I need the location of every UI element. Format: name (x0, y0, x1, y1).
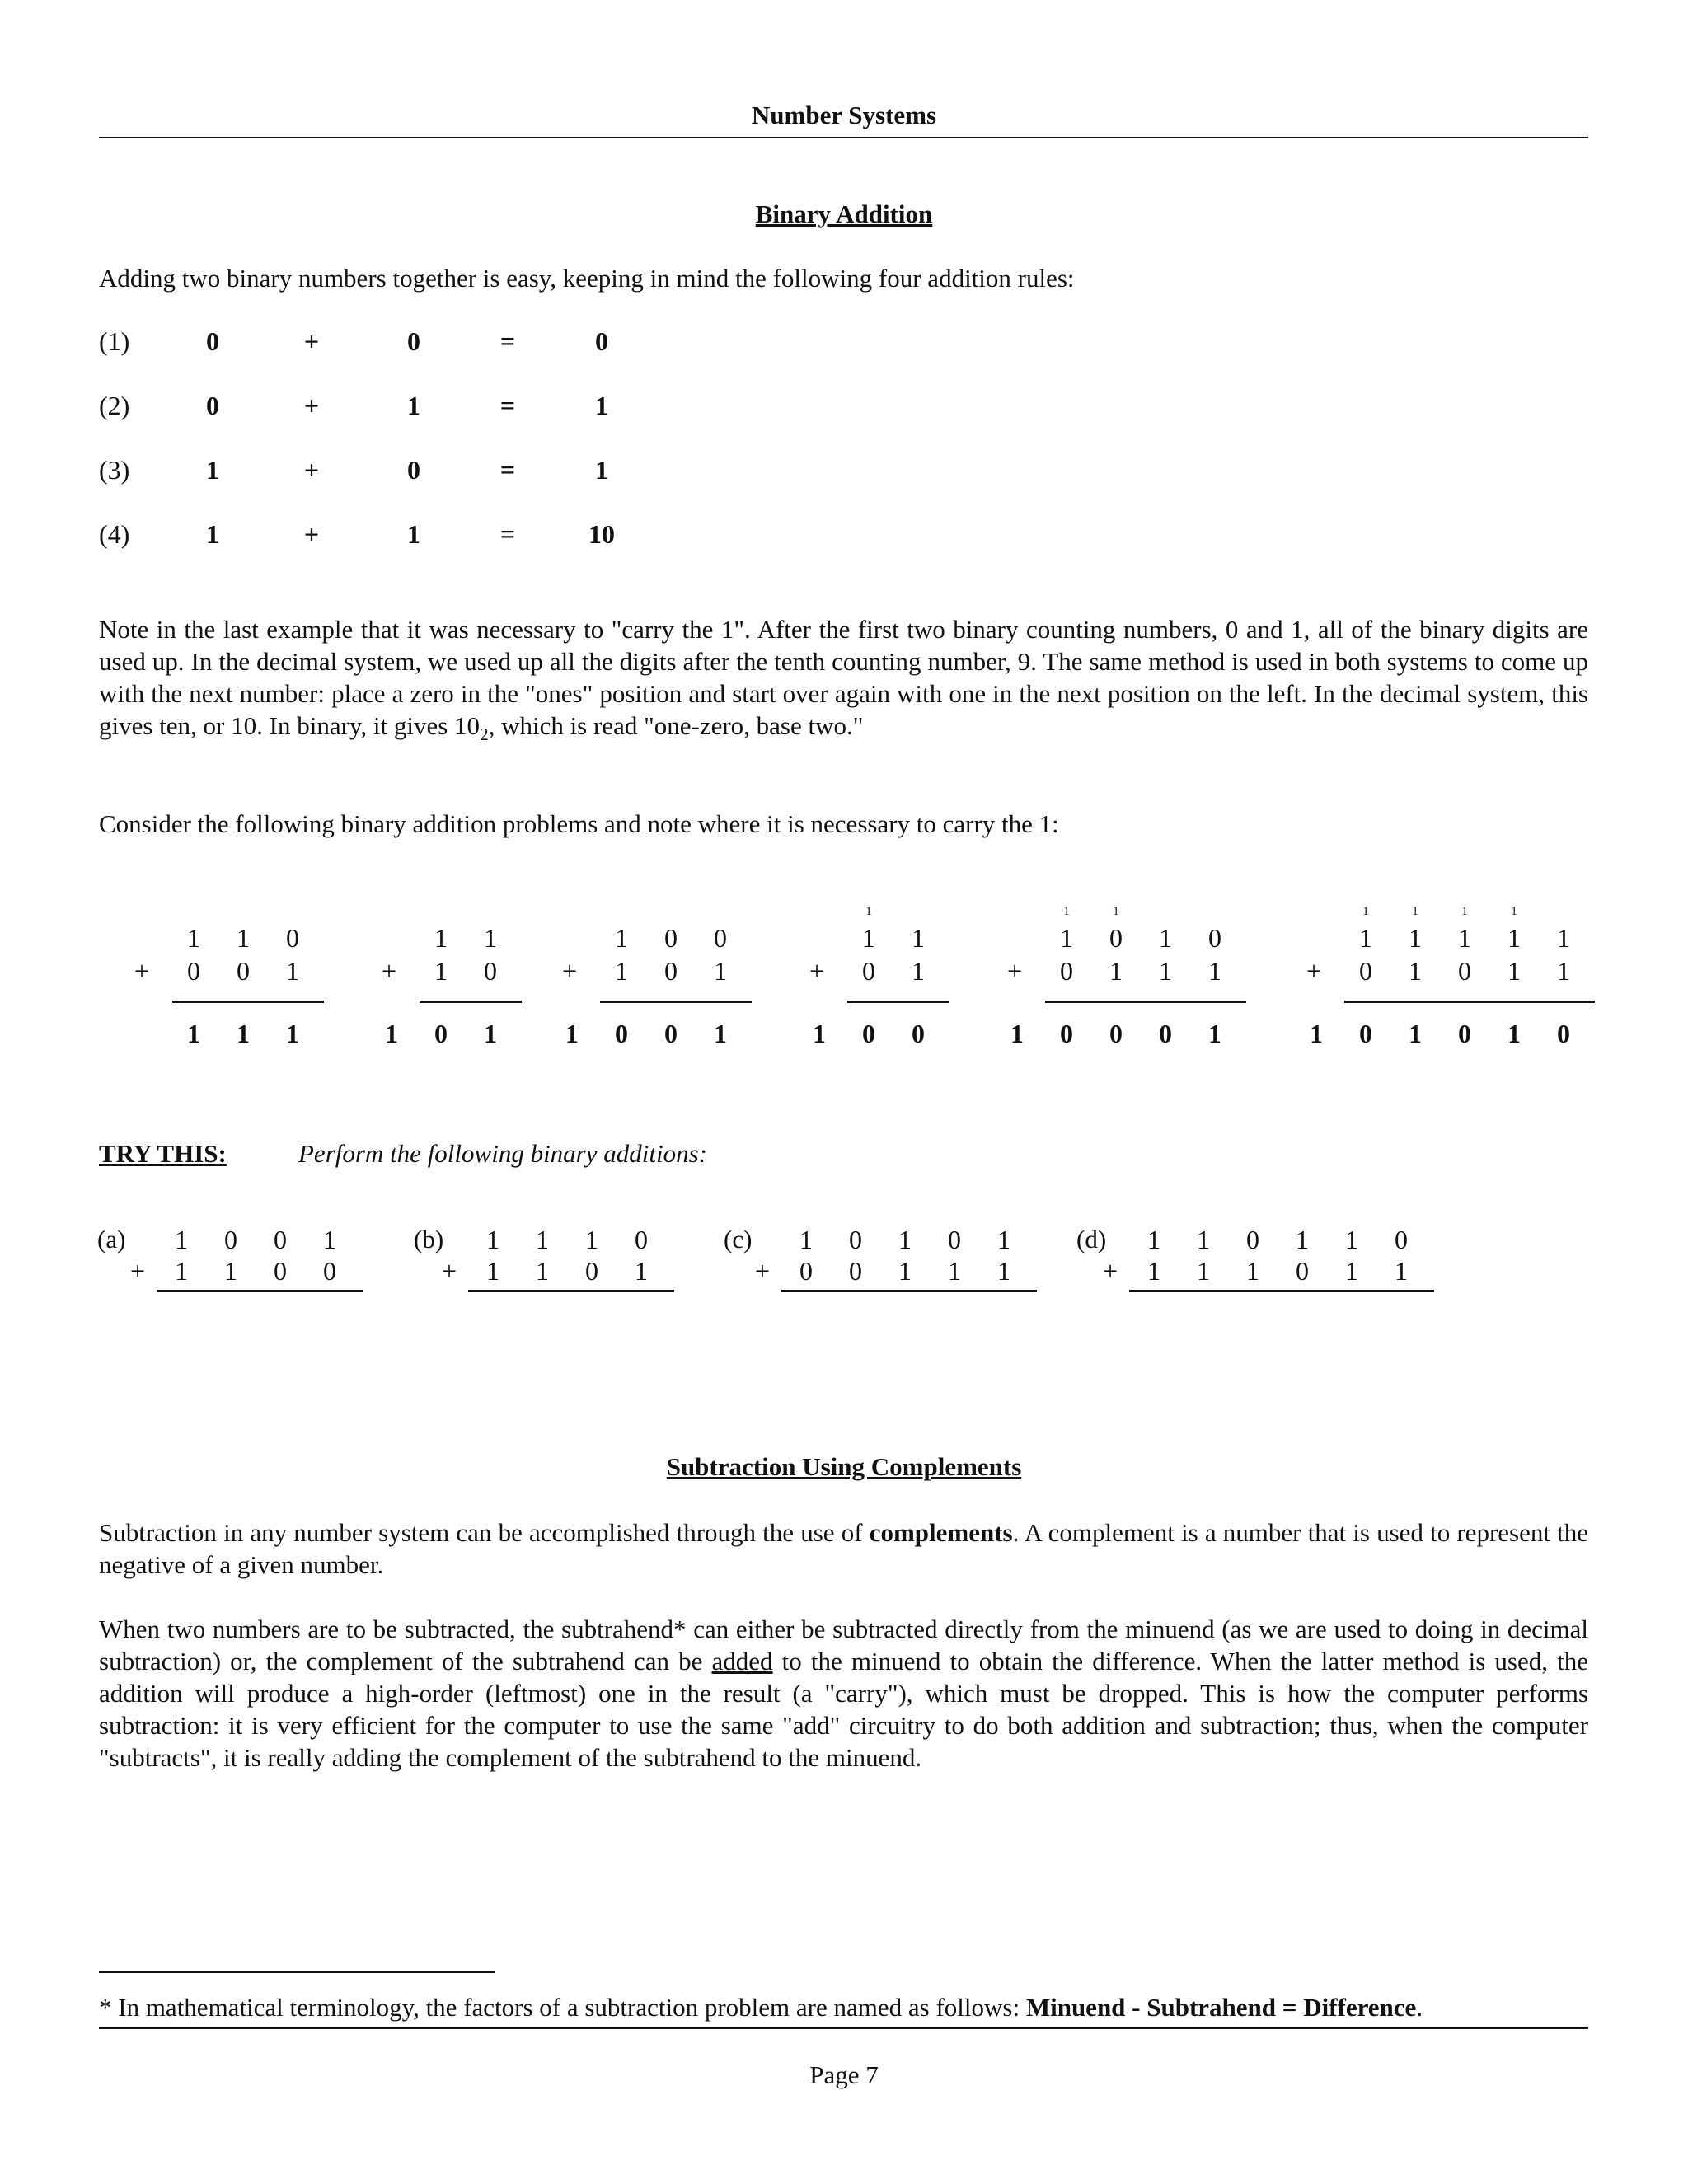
exercise-2-top-digit: 0 (635, 1225, 648, 1254)
rule-2-r: 1 (595, 391, 608, 420)
exercise-1-bottom-digit: 1 (175, 1256, 188, 1286)
exercise-2-plus-sign: + (442, 1256, 457, 1286)
problem-1-sum-line (172, 1001, 324, 1003)
problem-5-bottom-digit: 0 (1060, 956, 1073, 986)
rule-3-op: + (303, 455, 320, 485)
exercise-3-plus-sign: + (755, 1256, 771, 1286)
problem-2-plus-sign: + (382, 956, 397, 986)
problem-3-top-digit: 0 (714, 923, 727, 953)
exercise-1-bottom-digit: 0 (323, 1256, 336, 1286)
rule-1-op: + (303, 326, 320, 356)
problem-6-result-digit: 1 (1409, 1019, 1422, 1048)
problem-4-result-digit: 0 (912, 1019, 925, 1048)
exercise-3-sum-line (781, 1290, 1037, 1292)
problem-3-result-digit: 1 (565, 1019, 579, 1048)
binary-addition-intro: Adding two binary numbers together is easy, keeping in mind the following four addition rules: (99, 264, 1075, 293)
problem-3-bottom-digit: 1 (714, 956, 727, 986)
complements-p2 (99, 1613, 1588, 1774)
footnote-text: * In mathematical terminology, the factors of a subtraction problem are named as follows: (99, 1993, 1026, 2022)
exercise-1-top-digit: 0 (224, 1225, 237, 1254)
problem-3-plus-sign: + (562, 956, 578, 986)
problem-6-carry-digit: 1 (1511, 905, 1517, 918)
exercise-4-plus-sign: + (1103, 1256, 1118, 1286)
exercise-1-sum-line (157, 1290, 363, 1292)
problem-2-result-digit: 1 (484, 1019, 497, 1048)
problem-5-bottom-digit: 1 (1208, 956, 1221, 986)
problem-1-top-digit: 1 (237, 923, 250, 953)
rule-2-b: 1 (407, 391, 420, 420)
exercise-2-label: (b) (414, 1225, 444, 1254)
exercise-1-bottom-digit: 1 (224, 1256, 237, 1286)
problem-5-plus-sign: + (1007, 956, 1023, 986)
problem-5-result-digit: 1 (1208, 1019, 1221, 1048)
problem-1-result-digit: 1 (237, 1019, 250, 1048)
problem-4-carry-digit: 1 (865, 905, 872, 918)
exercise-4-top-digit: 0 (1395, 1225, 1408, 1254)
exercise-3-bottom-digit: 1 (997, 1256, 1010, 1286)
problem-6-result-digit: 0 (1458, 1019, 1471, 1048)
problem-2-top-digit: 1 (434, 923, 448, 953)
problem-1-result-digit: 1 (286, 1019, 299, 1048)
footnote-end: . (1416, 1993, 1423, 2022)
footnote-formula: Minuend - Subtrahend = Difference (1025, 1993, 1417, 2022)
problem-5-top-digit: 1 (1060, 923, 1073, 953)
problem-6-carry-digit: 1 (1362, 905, 1369, 918)
exercise-1-top-digit: 1 (323, 1225, 336, 1254)
problem-6-bottom-digit: 1 (1507, 956, 1521, 986)
exercise-3-bottom-digit: 1 (948, 1256, 961, 1286)
exercise-3-bottom-digit: 0 (799, 1256, 813, 1286)
exercise-2-bottom-digit: 1 (486, 1256, 499, 1286)
problem-4-result-digit: 0 (862, 1019, 875, 1048)
complements-term: complements (869, 1518, 1013, 1547)
complements-title: Subtraction Using Complements (666, 1452, 1022, 1481)
carry-note (99, 613, 1588, 751)
problem-6-bottom-digit: 0 (1458, 956, 1471, 986)
rule-3-a: 1 (206, 455, 219, 485)
rule-1-r: 0 (595, 326, 608, 356)
rule-2-op: + (303, 391, 320, 420)
rule-3-r: 1 (595, 455, 608, 485)
problem-5-top-digit: 0 (1208, 923, 1221, 953)
rule-4-eq: = (499, 519, 516, 549)
exercise-3-bottom-digit: 1 (898, 1256, 912, 1286)
exercise-1-label: (a) (97, 1225, 126, 1254)
rule-4-num: (4) (99, 519, 130, 549)
complements-p1-text: Subtraction in any number system can be accomplished through the use of (99, 1518, 870, 1547)
problem-5-carry-digit: 1 (1063, 905, 1070, 918)
problem-4-top-digit: 1 (912, 923, 925, 953)
problem-6-carry-digit: 1 (1412, 905, 1418, 918)
rule-2-num: (2) (99, 391, 130, 420)
problem-2-bottom-digit: 1 (434, 956, 448, 986)
problem-6-result-digit: 0 (1359, 1019, 1372, 1048)
exercise-4-bottom-digit: 1 (1197, 1256, 1210, 1286)
problem-5-carry-digit: 1 (1113, 905, 1119, 918)
problem-1-bottom-digit: 0 (237, 956, 250, 986)
problem-1-top-digit: 1 (187, 923, 200, 953)
exercise-4-bottom-digit: 1 (1246, 1256, 1259, 1286)
exercise-3-top-digit: 0 (948, 1225, 961, 1254)
problem-3-top-digit: 0 (664, 923, 678, 953)
problem-1-result-digit: 1 (187, 1019, 200, 1048)
carry-note-end: , which is read "one-zero, base two." (488, 711, 864, 740)
base-subscript: 2 (480, 724, 489, 745)
problem-6-top-digit: 1 (1507, 923, 1521, 953)
exercise-1-top-digit: 0 (274, 1225, 287, 1254)
exercise-2-top-digit: 1 (585, 1225, 598, 1254)
exercise-4-bottom-digit: 1 (1345, 1256, 1358, 1286)
problem-4-plus-sign: + (809, 956, 825, 986)
problem-6-top-digit: 1 (1409, 923, 1422, 953)
complements-p2-text: When two numbers are to be subtracted, the subtrahend* can either be subtracted directly from the minuend (as we are used to doing in decimal subtraction) or, the complement of the subtrahend can be (99, 1615, 1588, 1675)
page-number: Page 7 (809, 2060, 879, 2089)
exercise-2-bottom-digit: 0 (585, 1256, 598, 1286)
problem-2-result-digit: 1 (385, 1019, 398, 1048)
problem-1-bottom-digit: 0 (187, 956, 200, 986)
problem-3-result-digit: 0 (664, 1019, 678, 1048)
problem-5-bottom-digit: 1 (1159, 956, 1172, 986)
try-this-label: TRY THIS: (99, 1139, 227, 1168)
exercise-4-top-digit: 1 (1197, 1225, 1210, 1254)
problem-5-result-digit: 0 (1159, 1019, 1172, 1048)
problem-6-sum-line (1344, 1001, 1595, 1003)
problem-6-top-digit: 1 (1458, 923, 1471, 953)
exercise-4-label: (d) (1076, 1225, 1107, 1254)
rule-4-b: 1 (407, 519, 420, 549)
exercise-2-bottom-digit: 1 (635, 1256, 648, 1286)
footnote-rule (99, 1971, 495, 1973)
complements-p1 (99, 1516, 1588, 1581)
problem-4-sum-line (847, 1001, 950, 1003)
problem-5-sum-line (1045, 1001, 1246, 1003)
problem-4-result-digit: 1 (813, 1019, 826, 1048)
exercise-4-top-digit: 1 (1147, 1225, 1160, 1254)
problem-6-bottom-digit: 1 (1557, 956, 1570, 986)
problem-3-top-digit: 1 (615, 923, 628, 953)
rule-1-eq: = (499, 326, 516, 356)
problem-1-plus-sign: + (134, 956, 150, 986)
consider-text: Consider the following binary addition problems and note where it is necessary to carry the 1: (99, 809, 1059, 838)
problem-6-result-digit: 0 (1557, 1019, 1570, 1048)
problem-5-top-digit: 1 (1159, 923, 1172, 953)
problem-2-top-digit: 1 (484, 923, 497, 953)
rule-4-r: 10 (588, 519, 615, 549)
problem-2-sum-line (420, 1001, 522, 1003)
rule-3-num: (3) (99, 455, 130, 485)
problem-1-bottom-digit: 1 (286, 956, 299, 986)
problem-6-top-digit: 1 (1557, 923, 1570, 953)
problem-5-result-digit: 0 (1109, 1019, 1123, 1048)
problem-6-carry-digit: 1 (1461, 905, 1468, 918)
exercise-4-bottom-digit: 0 (1296, 1256, 1309, 1286)
exercise-2-top-digit: 1 (536, 1225, 549, 1254)
complements-p1-end: . A complement is a number that is used to represent the negative of a given number. (99, 1518, 1588, 1579)
try-this-instruction: Perform the following binary additions: (298, 1139, 707, 1168)
rule-1-b: 0 (407, 326, 420, 356)
problem-5-result-digit: 0 (1060, 1019, 1073, 1048)
carry-note-text: Note in the last example that it was necessary to "carry the 1". After the first two binary counting numbers, 0 and 1, all of the binary digits are used up. In the decimal system, we used up all the digits after the tenth counting number, 9. The same method is used in both systems to come up with the next number: place a zero in the "ones" position and start over again with one in the next position on the left. In the decimal system, this gives ten, or 10. In binary, it gives 10 (99, 615, 1588, 740)
rule-2-eq: = (499, 391, 516, 420)
problem-6-result-digit: 1 (1310, 1019, 1323, 1048)
added-term: added (711, 1647, 773, 1675)
page-header: Number Systems (751, 101, 937, 129)
rule-1-num: (1) (99, 326, 130, 356)
exercise-2-sum-line (468, 1290, 674, 1292)
exercise-4-top-digit: 1 (1345, 1225, 1358, 1254)
problem-4-bottom-digit: 0 (862, 956, 875, 986)
problem-6-top-digit: 1 (1359, 923, 1372, 953)
exercise-1-bottom-digit: 0 (274, 1256, 287, 1286)
footnote (99, 1993, 1423, 2022)
problem-1-top-digit: 0 (286, 923, 299, 953)
exercise-4-bottom-digit: 1 (1395, 1256, 1408, 1286)
exercise-3-top-digit: 1 (799, 1225, 813, 1254)
problem-3-bottom-digit: 1 (615, 956, 628, 986)
rule-2-a: 0 (206, 391, 219, 420)
problem-6-plus-sign: + (1306, 956, 1322, 986)
exercise-2-bottom-digit: 1 (536, 1256, 549, 1286)
exercise-3-top-digit: 1 (898, 1225, 912, 1254)
problem-2-result-digit: 0 (434, 1019, 448, 1048)
rule-1-a: 0 (206, 326, 219, 356)
rule-4-op: + (303, 519, 320, 549)
exercise-1-top-digit: 1 (175, 1225, 188, 1254)
rule-3-b: 0 (407, 455, 420, 485)
problem-3-bottom-digit: 0 (664, 956, 678, 986)
binary-addition-title: Binary Addition (755, 199, 933, 228)
problem-5-result-digit: 1 (1010, 1019, 1024, 1048)
exercise-3-top-digit: 0 (849, 1225, 862, 1254)
complements-p2-end: to the minuend to obtain the difference. When the latter method is used, the addition will produce a high-order (leftmost) one in the result (a "carry"), which must be dropped. This is how the computer performs subtraction: it is very efficient for the computer to use the same "add" circuitry to do both addition and subtraction; thus, when the computer "subtracts", it is really adding the complement of the subtrahend to the minuend. (99, 1647, 1588, 1772)
exercise-4-top-digit: 0 (1246, 1225, 1259, 1254)
rule-3-eq: = (499, 455, 516, 485)
problem-3-sum-line (600, 1001, 752, 1003)
problem-5-top-digit: 0 (1109, 923, 1123, 953)
problem-4-bottom-digit: 1 (912, 956, 925, 986)
rule-4-a: 1 (206, 519, 219, 549)
exercise-3-top-digit: 1 (997, 1225, 1010, 1254)
exercise-3-label: (c) (724, 1225, 753, 1254)
footer-rule (99, 2027, 1588, 2029)
problem-5-bottom-digit: 1 (1109, 956, 1123, 986)
problem-6-bottom-digit: 0 (1359, 956, 1372, 986)
exercise-4-bottom-digit: 1 (1147, 1256, 1160, 1286)
exercise-1-plus-sign: + (130, 1256, 146, 1286)
problem-4-top-digit: 1 (862, 923, 875, 953)
exercise-2-top-digit: 1 (486, 1225, 499, 1254)
exercise-3-bottom-digit: 0 (849, 1256, 862, 1286)
header-rule (99, 137, 1588, 138)
problem-6-result-digit: 1 (1507, 1019, 1521, 1048)
problem-6-bottom-digit: 1 (1409, 956, 1422, 986)
problem-2-bottom-digit: 0 (484, 956, 497, 986)
exercise-4-top-digit: 1 (1296, 1225, 1309, 1254)
problem-3-result-digit: 1 (714, 1019, 727, 1048)
problem-3-result-digit: 0 (615, 1019, 628, 1048)
exercise-4-sum-line (1129, 1290, 1434, 1292)
